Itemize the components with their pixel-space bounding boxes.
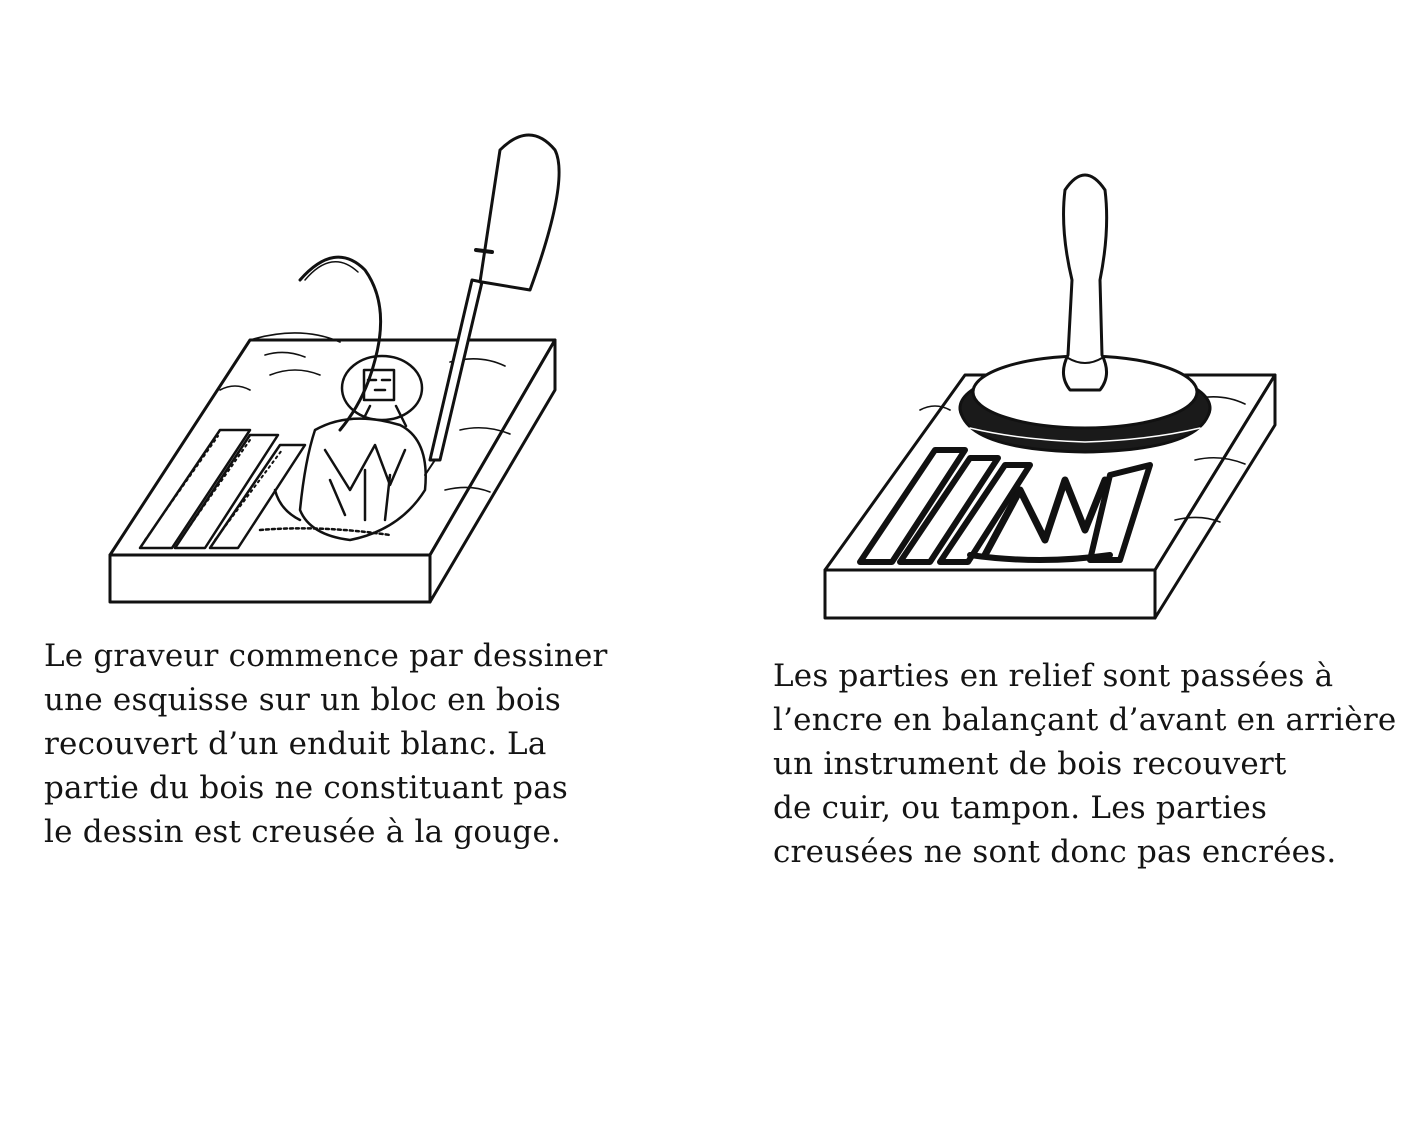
caption-right-line: de cuir, ou tampon. Les parties — [773, 790, 1268, 826]
caption-left — [44, 634, 624, 854]
ink-dabber — [960, 175, 1210, 452]
caption-left-line: recouvert d’un enduit blanc. La — [44, 726, 547, 762]
caption-left-line: le dessin est creusée à la gouge. — [44, 814, 562, 850]
caption-right-line: creusées ne sont donc pas encrées. — [773, 834, 1337, 870]
caption-right-line: un instrument de bois recouvert — [773, 746, 1287, 782]
woodblock-gouge-illustration — [100, 130, 620, 620]
caption-right-line: Les parties en relief sont passées à — [773, 658, 1334, 694]
caption-left-line: partie du bois ne constituant pas — [44, 770, 569, 806]
woodblock-dabber-illustration — [820, 160, 1290, 630]
caption-left-line: une esquisse sur un bloc en bois — [44, 682, 561, 718]
caption-right-line: l’encre en balançant d’avant en arrière — [773, 702, 1397, 738]
caption-left-line: Le graveur commence par dessiner — [44, 638, 608, 674]
caption-right — [773, 654, 1397, 874]
